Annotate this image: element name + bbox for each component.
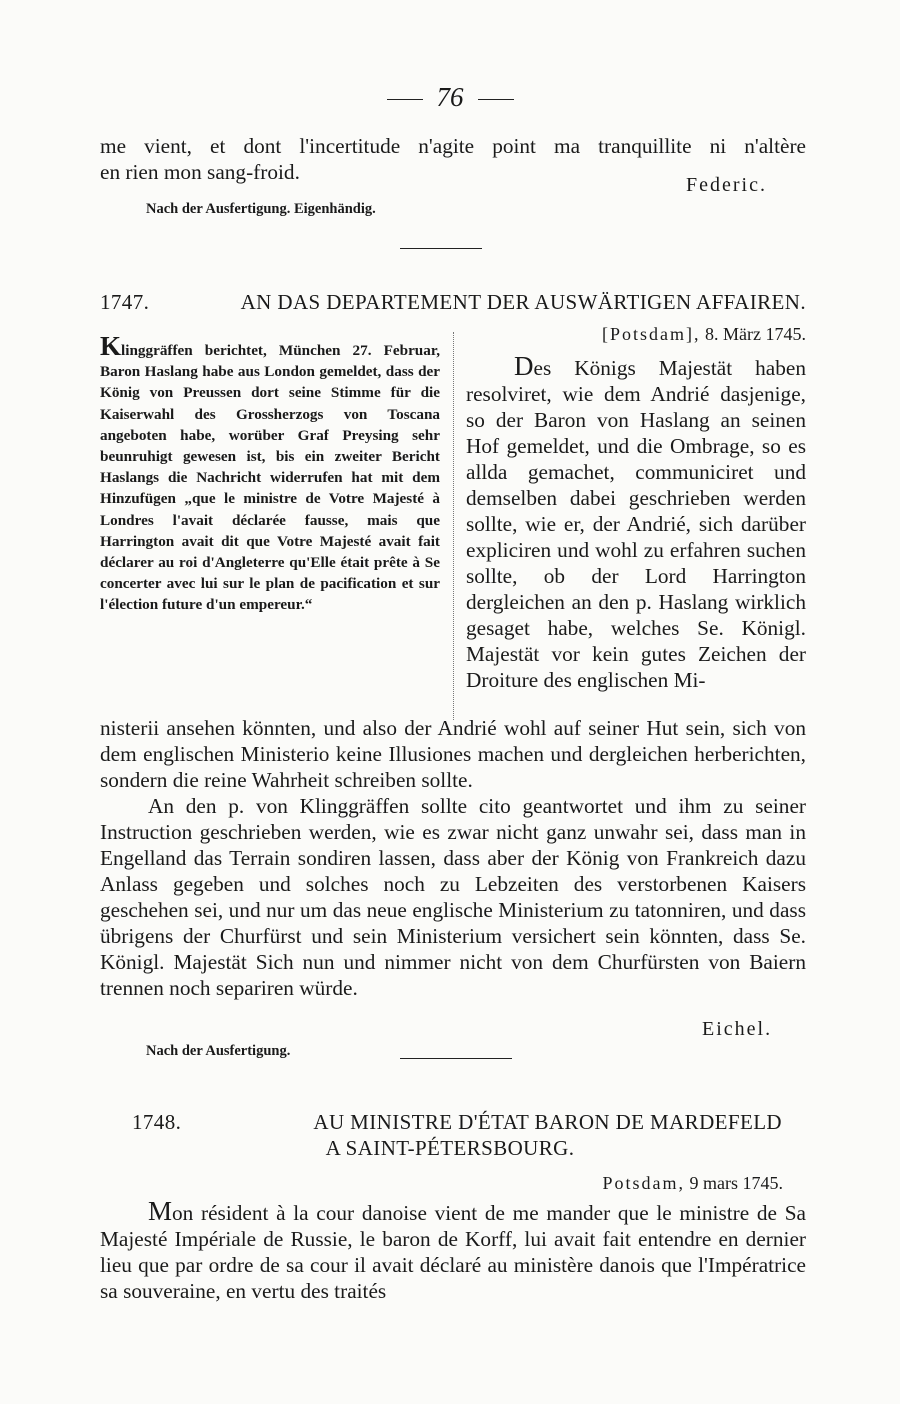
document-title-1748-line-1: AU MINISTRE D'ÉTAT BARON DE MARDEFELD: [313, 1110, 782, 1134]
document-heading-1747: [100, 290, 806, 315]
dateline-place-1748: Potsdam,: [602, 1173, 685, 1193]
summary-1747: [100, 331, 440, 616]
summary-text: linggräffen berichtet, München 27. Februar, Baron Haslang habe aus London gemeldet, dass der König von Preussen dort seine Stimme für die Kaiserwahl des Grossherzogs von Toscana angeboten habe, worüber Graf Preysing sehr beunruhigt gewesen ist, bis ein zweiter Bericht Haslangs die Nachricht widerrufen hat mit dem Hinzufügen „que le ministre de Votre Majesté à Londres l'avait déclarée fausse, mais que Harrington avait dit que Votre Majesté avait fait déclarer au roi d'Angleterre qu'Elle était prête à Se concerter avec lui sur le plan de pacification et sur l'élection future d'un empereur.“: [100, 342, 440, 614]
letter-1747-column-text: es Königs Majestät haben resolviret, wie dem Andrié dasjenige, so der Baron von Haslang an seinen Hof gemeldet, und die Ombrage, so es allda gemachet, communiciret und demselben dabei geschrieben werden sollte, wie er, der Andrié, sich darüber expliciren und wohl zu erfahren suchen sollte, ob der Lord Harrington dergleichen an den p. Haslang wirklich gesaget habe, welches Se. Königl. Majestät vor kein gutes Zeichen der Droiture des englischen Mi-: [466, 356, 806, 692]
letter-1747-initial: D: [514, 351, 534, 381]
letter-1748: [100, 1198, 806, 1304]
letter-1747-continuation: nisterii ansehen könnten, und also der Andrié wohl auf seiner Hut sein, sich von dem englischen Ministerio keine Illusiones machen und dergleichen herberichten, sondern die reine Wahrheit schreiben sollte.: [100, 716, 806, 792]
running-head-dash-left: [387, 99, 423, 100]
previous-letter-line-2: en rien mon sang-froid.: [100, 160, 300, 184]
source-note-2: Nach der Ausfertigung.: [146, 1043, 291, 1059]
document-title-1748-line-2: A SAINT-PÉTERSBOURG.: [325, 1136, 575, 1160]
dateline-place-1747: [Potsdam],: [602, 324, 701, 344]
letter-1748-text: on résident à la cour danoise vient de me mander que le ministre de Sa Majesté Impériale de Russie, le baron de Korff, lui avait fait entendre en dernier lieu que par ordre de sa cour il avait déclaré au ministère danois que l'Impératrice sa souveraine, en vertu des traités: [100, 1201, 806, 1303]
source-note-1: Nach der Ausfertigung. Eigenhändig.: [146, 201, 376, 217]
document-title-1747: AN DAS DEPARTEMENT DER AUSWÄRTIGEN AFFAIREN.: [240, 290, 806, 314]
column-divider: [453, 332, 454, 720]
document-number-1748: 1748.: [132, 1110, 182, 1134]
dateline-1747: [466, 324, 806, 345]
document-heading-1748: [132, 1110, 782, 1135]
separator-rule-1: [400, 248, 482, 249]
letter-1748-initial: M: [148, 1196, 173, 1226]
signature-federic: Federic.: [686, 174, 767, 196]
letter-1747-paragraph-2: An den p. von Klinggräffen sollte cito geantwortet und ihm zu seiner Instruction geschrieben werden, wie es zwar nicht ganz unwahr sei, dass man in Engelland das Terrain sondiren lassen, dass aber der König von Frankreich dazu Anlass gegeben und solches noch zu Lebzeiten des verstorbenen Kaisers geschehen sei, und nur um das neue englische Ministerium zu tatonniren, und dass übrigens der Churfürst und sein Ministerium versichert sein könnten, dass Se. Königl. Majestät Sich nun und nimmer nicht von dem Churfürsten von Baiern trennen noch separiren würde.: [100, 794, 806, 1000]
dateline-date-1747: 8. März 1745.: [705, 324, 806, 344]
previous-letter-line-1: me vient, et dont l'incertitude n'agite point ma tranquillite ni n'altère: [100, 134, 806, 158]
dateline-1748: [466, 1173, 783, 1194]
summary-initial: K: [100, 331, 122, 361]
letter-1747-column: [466, 353, 806, 693]
document-number-1747: 1747.: [100, 290, 150, 314]
running-head-dash-right: [478, 99, 514, 100]
dateline-date-1748: 9 mars 1745.: [689, 1173, 783, 1193]
letter-1747-full: [100, 715, 806, 1001]
separator-rule-2: [400, 1058, 512, 1059]
signature-eichel: Eichel.: [702, 1018, 773, 1040]
running-head: [0, 82, 900, 113]
page-number: 76: [436, 82, 464, 112]
